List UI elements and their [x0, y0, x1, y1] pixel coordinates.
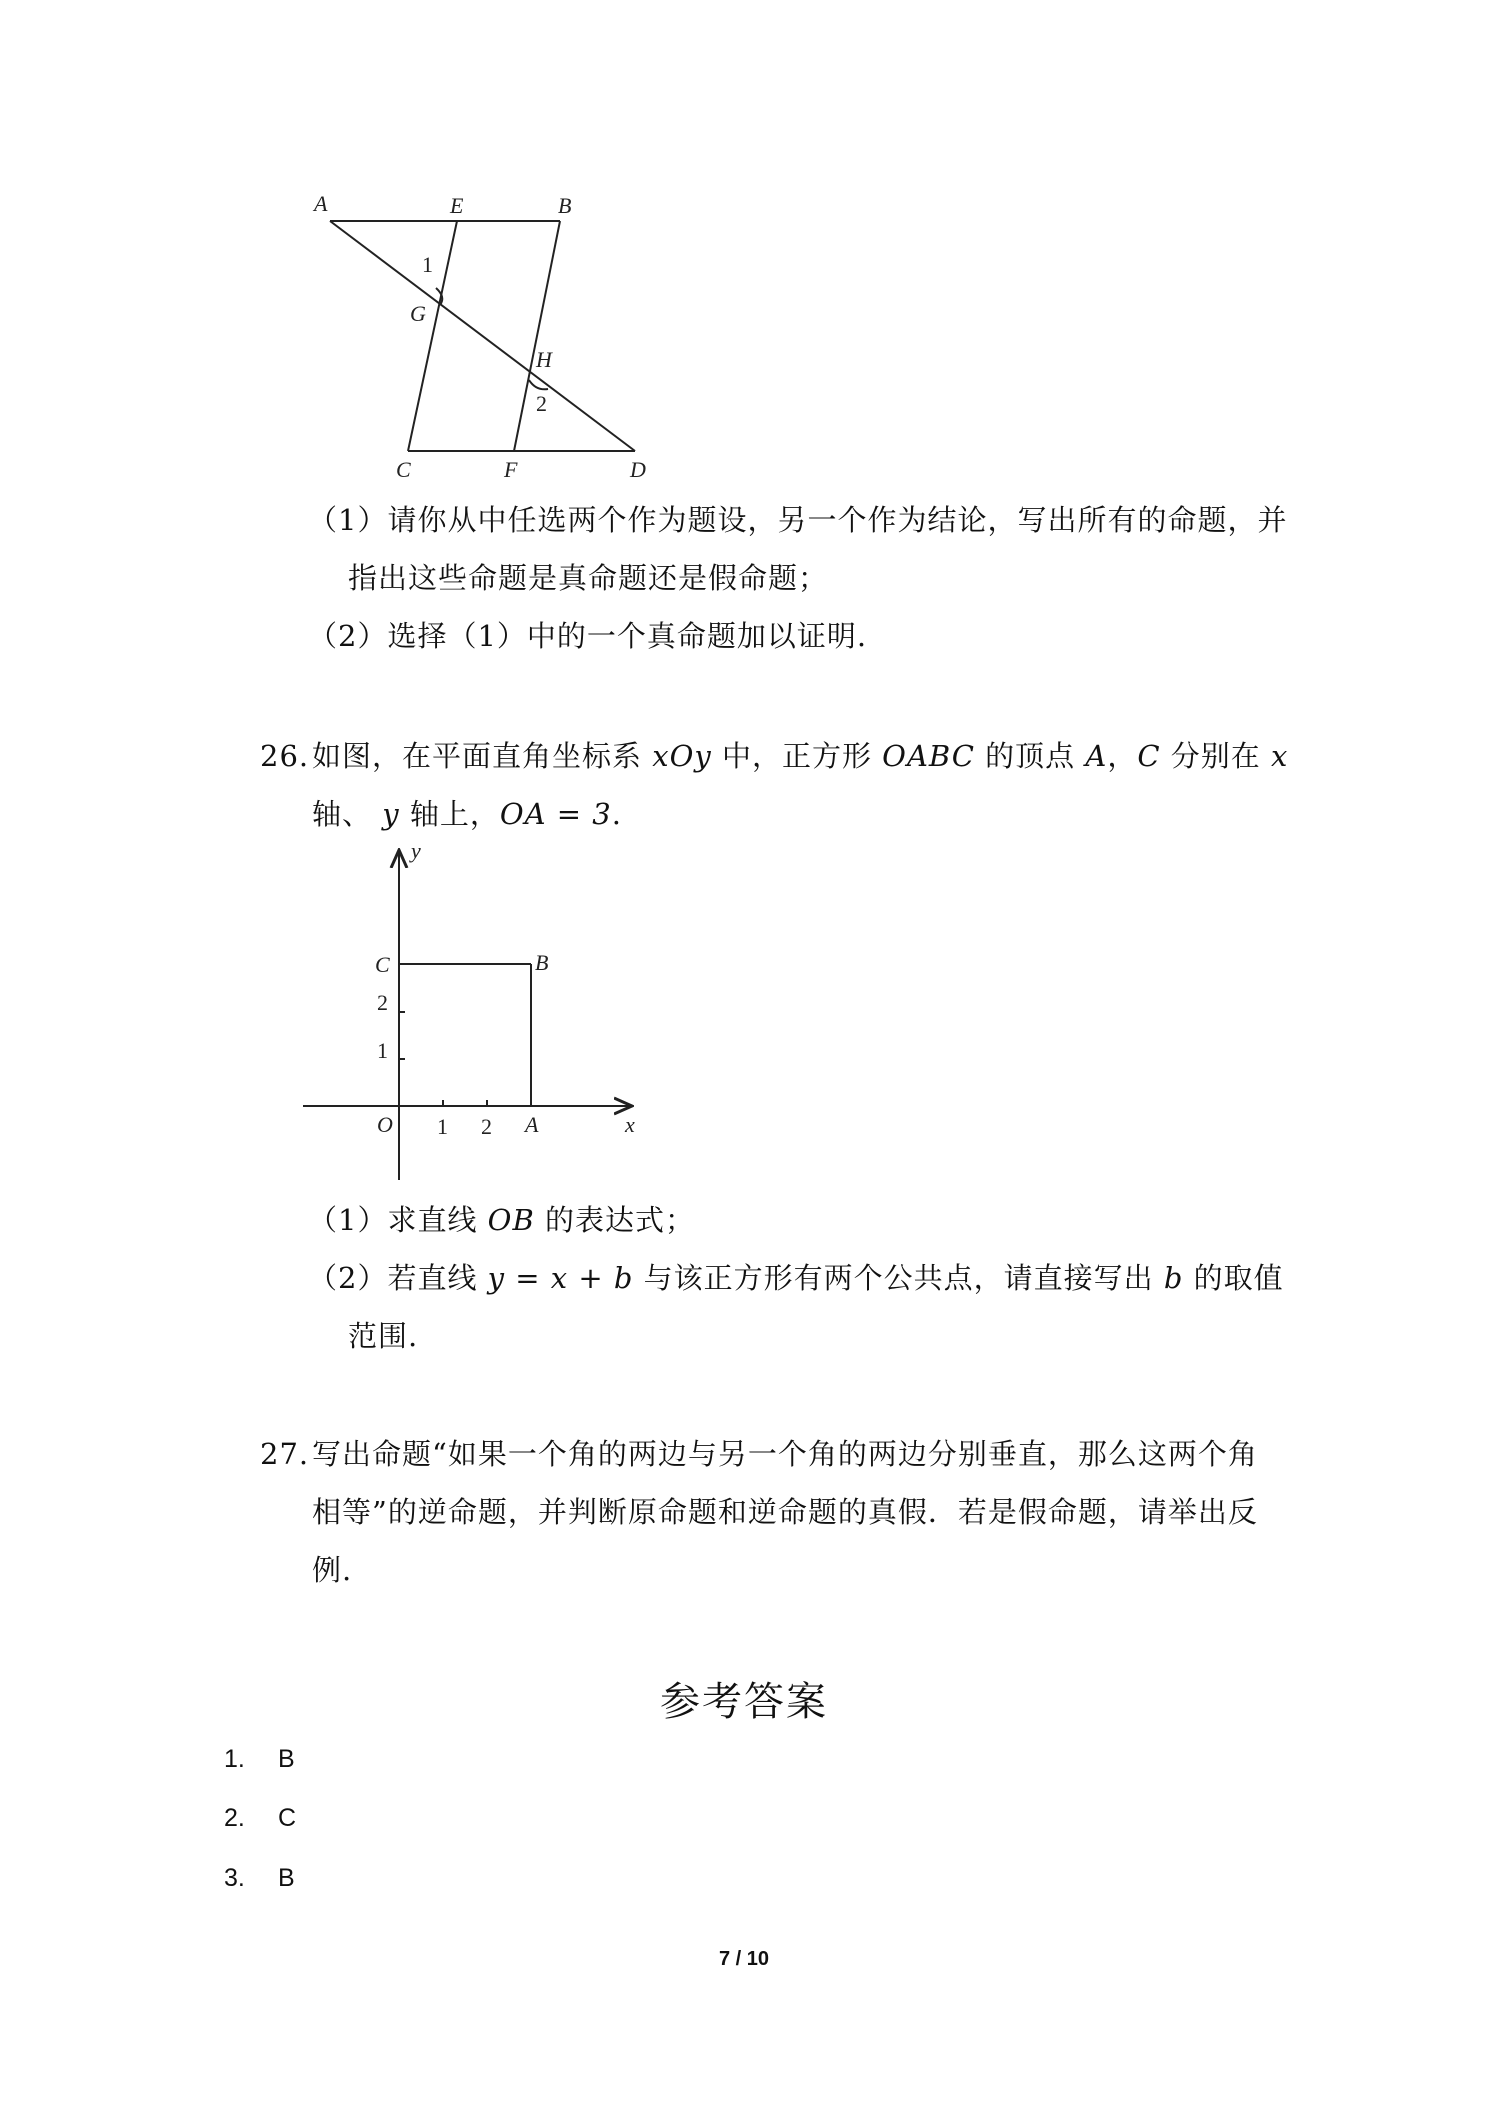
answer-number: 3. — [224, 1864, 245, 1892]
q26-number: 26. — [260, 739, 310, 773]
q26-text: 轴、 — [312, 797, 383, 831]
label-b-point: B — [535, 950, 549, 975]
label-e: E — [450, 193, 464, 218]
q26-line1 — [312, 736, 1288, 776]
q26-math: xOy — [652, 739, 712, 773]
answer-value — [278, 1745, 295, 1774]
answer-item — [224, 1864, 245, 1893]
q26-text: 的表达式； — [534, 1203, 695, 1237]
q26-text: 的顶点 — [974, 739, 1086, 773]
answer-value — [278, 1864, 295, 1893]
y-tick-label-2: 2 — [377, 990, 388, 1015]
label-c: C — [396, 457, 411, 482]
x-tick-label-2: 2 — [481, 1114, 492, 1139]
label-c-point: C — [375, 952, 390, 977]
answer-letter: B — [278, 1864, 295, 1892]
answer-letter: C — [278, 1804, 297, 1832]
q26-math: A — [1085, 739, 1108, 773]
label-angle-2: 2 — [536, 391, 547, 416]
label-h: H — [536, 347, 552, 372]
label-a-point: A — [525, 1112, 539, 1137]
coordinate-figure — [295, 840, 655, 1185]
origin-label: O — [377, 1112, 393, 1137]
page-number: 7 / 10 — [718, 1948, 770, 1970]
geometry-figure-1 — [300, 185, 660, 485]
q26-text: ， — [1107, 739, 1138, 773]
q27-line3: 例. — [312, 1553, 353, 1587]
answers-title: 参考答案 — [660, 1679, 828, 1725]
q27-line2: 相等”的逆命题，并判断原命题和逆命题的真假．若是假命题，请举出反 — [312, 1495, 1258, 1529]
angle-2-arc — [529, 380, 548, 389]
answer-item — [224, 1745, 245, 1774]
q25-part1-line1: （1）请你从中任选两个作为题设，另一个作为结论，写出所有的命题，并 — [308, 503, 1288, 537]
q26-part2-line2: 范围. — [348, 1319, 419, 1353]
q26-part2-line1 — [308, 1258, 1284, 1298]
segment-bf — [514, 221, 560, 451]
q26-math: OB — [487, 1203, 535, 1237]
y-axis-label: y — [411, 840, 421, 863]
x-tick-label-1: 1 — [437, 1114, 448, 1139]
q25-part1-line2: 指出这些命题是真命题还是假命题； — [348, 561, 829, 595]
label-angle-1: 1 — [422, 252, 433, 277]
answer-value — [278, 1804, 296, 1833]
q26-math: OA = 3 — [499, 797, 612, 831]
answer-item — [224, 1804, 245, 1833]
q26-text: 中，正方形 — [711, 739, 883, 773]
q26-text: 与该正方形有两个公共点，请直接写出 — [633, 1261, 1164, 1295]
q26-math: x — [1270, 739, 1289, 773]
q26-part1 — [308, 1200, 695, 1240]
segment-ad — [330, 221, 635, 451]
answer-letter: B — [278, 1745, 295, 1773]
answer-number: 1. — [224, 1745, 245, 1773]
q26-text: （2）若直线 — [308, 1261, 488, 1295]
q26-text: （1）求直线 — [308, 1203, 488, 1237]
q27-number: 27. — [260, 1437, 310, 1471]
label-g: G — [410, 301, 426, 326]
q25-part2: （2）选择（1）中的一个真命题加以证明. — [308, 619, 868, 653]
q26-text: 的取值 — [1183, 1261, 1284, 1295]
q26-math: y — [382, 797, 400, 831]
answer-number: 2. — [224, 1804, 245, 1832]
q26-math: OABC — [882, 739, 975, 773]
y-tick-label-1: 1 — [377, 1038, 388, 1063]
label-d: D — [630, 457, 646, 482]
q26-text: 分别在 — [1160, 739, 1271, 773]
q26-text: 轴上， — [399, 797, 500, 831]
label-a: A — [314, 191, 328, 216]
q26-line2 — [312, 794, 622, 834]
label-b: B — [558, 193, 572, 218]
q26-math: b — [1163, 1261, 1184, 1295]
q26-text: 如图，在平面直角坐标系 — [312, 739, 653, 773]
x-axis-label: x — [625, 1112, 635, 1137]
q26-math: y = x + b — [487, 1261, 634, 1295]
q26-text: . — [611, 797, 622, 831]
q26-math: C — [1137, 739, 1161, 773]
label-f: F — [504, 457, 518, 482]
q27-line1: 写出命题“如果一个角的两边与另一个角的两边分别垂直，那么这两个角 — [312, 1437, 1258, 1471]
